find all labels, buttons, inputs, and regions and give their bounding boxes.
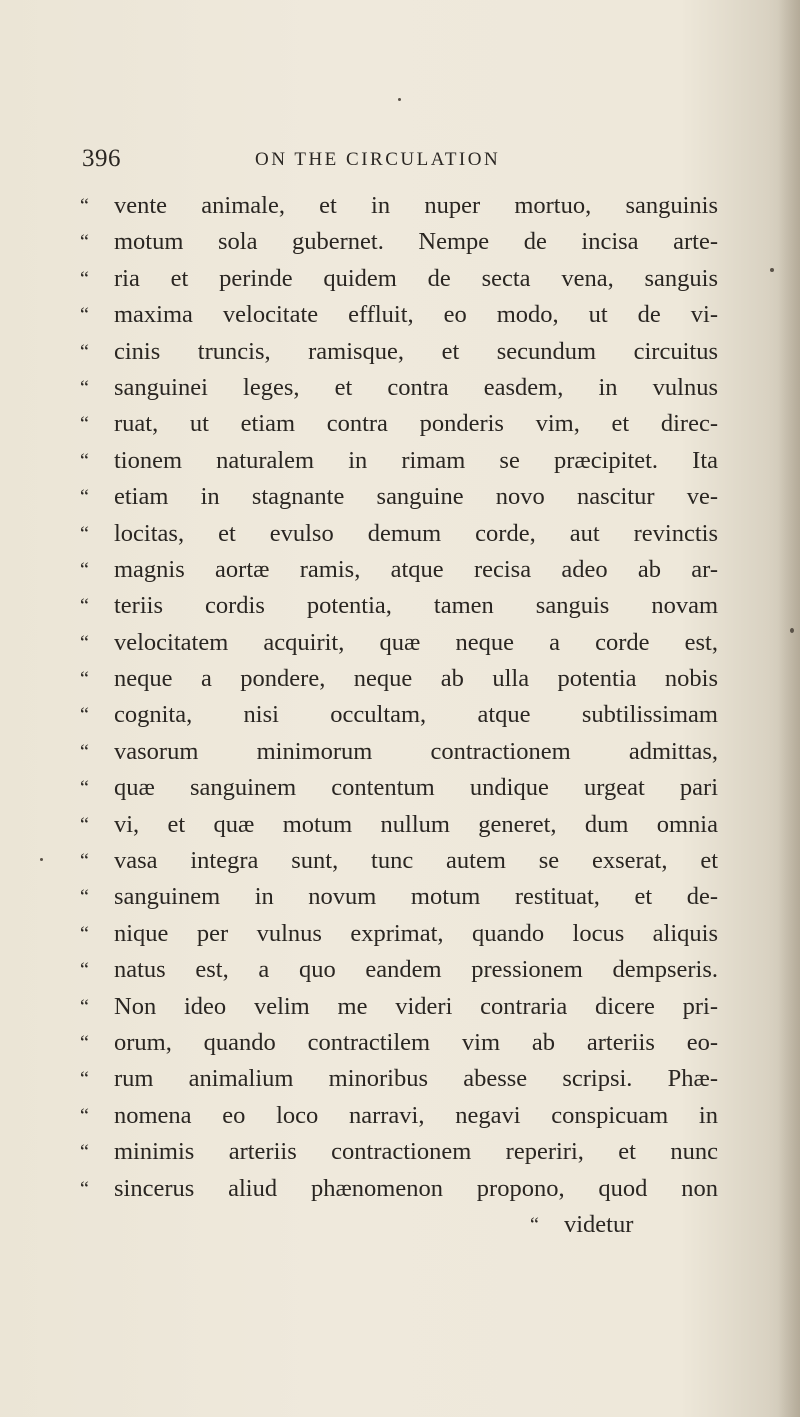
opening-quote-mark: “ [80, 1141, 89, 1164]
text-line [80, 916, 716, 952]
opening-quote-mark: “ [80, 959, 89, 982]
opening-quote-mark: “ [80, 376, 89, 399]
catchword: videtur [564, 1210, 634, 1238]
line-text: natus est, a quo eandem pressionem dempseris. [114, 956, 718, 984]
line-text: sanguinem in novum motum restituat, et de- [114, 883, 718, 911]
opening-quote-mark: “ [80, 558, 89, 581]
opening-quote-mark: “ [530, 1213, 539, 1236]
line-text: quæ sanguinem contentum undique urgeat pari [114, 774, 718, 802]
text-line [80, 1025, 716, 1061]
opening-quote-mark: “ [80, 922, 89, 945]
text-line [80, 1098, 716, 1134]
opening-quote-mark: “ [80, 740, 89, 763]
text-line [80, 661, 716, 697]
text-line [80, 989, 716, 1025]
text-line [80, 697, 716, 733]
opening-quote-mark: “ [80, 813, 89, 836]
text-line [80, 734, 716, 770]
opening-quote-mark: “ [80, 1068, 89, 1091]
line-text: etiam in stagnante sanguine novo nascitur ve- [114, 483, 718, 511]
line-text: tionem naturalem in rimam se præcipitet. Ita [114, 446, 718, 474]
opening-quote-mark: “ [80, 850, 89, 873]
line-text: neque a pondere, neque ab ulla potentia nobis [114, 665, 718, 693]
opening-quote-mark: “ [80, 304, 89, 327]
opening-quote-mark: “ [80, 995, 89, 1018]
text-line [80, 334, 716, 370]
line-text: vente animale, et in nuper mortuo, sanguinis [114, 192, 718, 219]
line-text: cognita, nisi occultam, atque subtilissimam [114, 701, 718, 729]
text-line [80, 770, 716, 806]
text-line [80, 1061, 716, 1097]
page-edge-shadow [778, 0, 800, 1417]
text-line [80, 188, 716, 224]
opening-quote-mark: “ [80, 231, 89, 254]
opening-quote-mark: “ [80, 195, 89, 217]
line-text: vasorum minimorum contractionem admittas, [114, 737, 718, 765]
opening-quote-mark: “ [80, 1104, 89, 1127]
text-line [80, 516, 716, 552]
line-text: teriis cordis potentia, tamen sanguis novam [114, 592, 718, 620]
line-text: ria et perinde quidem de secta vena, sanguis [114, 264, 718, 292]
catchword-line [80, 1207, 716, 1243]
line-text: velocitatem acquirit, quæ neque a corde est, [114, 628, 718, 656]
text-line [80, 224, 716, 260]
line-text: magnis aortæ ramis, atque recisa adeo ab ar- [114, 555, 718, 583]
opening-quote-mark: “ [80, 668, 89, 691]
text-line [80, 625, 716, 661]
line-text: minimis arteriis contractionem reperiri, et nunc [114, 1138, 718, 1166]
ink-speck [770, 268, 774, 272]
text-line [80, 1171, 716, 1207]
text-line [80, 1134, 716, 1170]
line-text: sincerus aliud phænomenon propono, quod non [114, 1174, 718, 1202]
page-header [82, 145, 722, 185]
line-text: maxima velocitate effluit, eo modo, ut de vi- [114, 301, 718, 329]
text-line [80, 370, 716, 406]
ink-speck [40, 858, 43, 861]
opening-quote-mark: “ [80, 704, 89, 727]
opening-quote-mark: “ [80, 449, 89, 472]
line-text: vi, et quæ motum nullum generet, dum omnia [114, 810, 718, 838]
opening-quote-mark: “ [80, 486, 89, 509]
line-text: ruat, ut etiam contra ponderis vim, et direc- [114, 410, 718, 438]
text-line [80, 588, 716, 624]
opening-quote-mark: “ [80, 595, 89, 618]
line-text: sanguinei leges, et contra easdem, in vulnus [114, 373, 718, 401]
line-text: cinis truncis, ramisque, et secundum circuitus [114, 337, 718, 365]
line-text: nique per vulnus exprimat, quando locus aliquis [114, 919, 718, 947]
ink-speck [790, 628, 794, 633]
opening-quote-mark: “ [80, 777, 89, 800]
line-text: motum sola gubernet. Nempe de incisa arte- [114, 228, 718, 256]
text-line [80, 479, 716, 515]
ink-speck [398, 98, 401, 101]
opening-quote-mark: “ [80, 886, 89, 909]
text-line [80, 443, 716, 479]
line-text: rum animalium minoribus abesse scripsi. Phæ- [114, 1065, 718, 1093]
text-line [80, 879, 716, 915]
opening-quote-mark: “ [80, 340, 89, 363]
opening-quote-mark: “ [80, 1177, 89, 1200]
opening-quote-mark: “ [80, 1031, 89, 1054]
opening-quote-mark: “ [80, 631, 89, 654]
running-head: ON THE CIRCULATION [255, 149, 501, 170]
text-line [80, 807, 716, 843]
line-text: nomena eo loco narravi, negavi conspicuam in [114, 1101, 718, 1129]
line-text: locitas, et evulso demum corde, aut revinctis [114, 519, 718, 547]
text-line [80, 552, 716, 588]
opening-quote-mark: “ [80, 522, 89, 545]
line-text: vasa integra sunt, tunc autem se exserat, et [114, 847, 718, 875]
text-line [80, 406, 716, 442]
opening-quote-mark: “ [80, 413, 89, 436]
text-line [80, 843, 716, 879]
page-number: 396 [82, 145, 121, 172]
text-line [80, 261, 716, 297]
line-text: Non ideo velim me videri contraria dicere pri- [114, 992, 718, 1020]
line-text: orum, quando contractilem vim ab arteriis eo- [114, 1028, 718, 1056]
opening-quote-mark: “ [80, 267, 89, 290]
text-line [80, 952, 716, 988]
text-line [80, 297, 716, 333]
body-text [80, 188, 716, 1243]
